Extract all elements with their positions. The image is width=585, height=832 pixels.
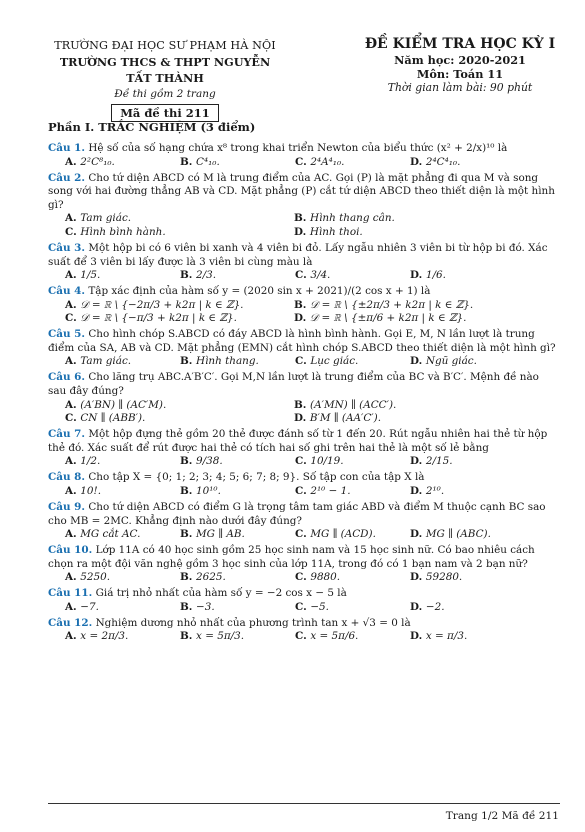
question-number: Câu 7.	[48, 428, 86, 441]
option-label: D.	[410, 630, 426, 643]
part-title: Phần I. TRẮC NGHIỆM (3 điểm)	[48, 120, 256, 134]
option-label: A.	[65, 398, 81, 411]
option-text: −3.	[196, 600, 215, 613]
option-text: MG ∥ (ACD).	[310, 528, 376, 541]
answer-option-d[interactable]	[393, 528, 508, 542]
answer-option-a[interactable]	[48, 355, 163, 369]
exam-info-header	[355, 36, 565, 95]
option-label: D.	[294, 412, 310, 425]
option-text: Hình thoi.	[309, 225, 363, 238]
option-label: C.	[295, 571, 311, 584]
exam-code-box: Mã đề thi 211	[111, 104, 219, 122]
answer-option-a[interactable]	[48, 269, 163, 283]
option-text: 10/19.	[310, 455, 344, 468]
answer-option-c[interactable]	[278, 601, 393, 615]
option-label: C.	[65, 412, 81, 425]
question-number: Câu 12.	[48, 616, 93, 629]
option-text: −2.	[425, 600, 445, 613]
option-text: MG cắt AC.	[80, 528, 141, 541]
option-label: B.	[180, 528, 197, 541]
option-label: A.	[65, 212, 81, 225]
question-number: Câu 3.	[48, 241, 86, 254]
option-text: (A′BN) ∥ (AC′M).	[80, 398, 167, 411]
question-text: Cho tập X = {0; 1; 2; 3; 4; 5; 6; 7; 8; 9}. Số tập con của tập X là	[85, 471, 425, 484]
question-12	[48, 617, 560, 644]
question-10	[48, 544, 560, 585]
answer-option-b[interactable]	[163, 269, 278, 283]
answer-option-c[interactable]	[278, 269, 393, 283]
answer-option-b[interactable]	[163, 485, 278, 499]
option-text: x = 5π/6.	[310, 630, 359, 643]
option-text: 10!.	[80, 484, 101, 497]
option-label: B.	[294, 298, 311, 311]
option-label: A.	[65, 630, 81, 643]
question-stem	[48, 617, 560, 631]
question-stem	[48, 371, 560, 398]
duration: Thời gian làm bài: 90 phút	[387, 81, 533, 94]
question-1	[48, 142, 560, 169]
option-text: 1/6.	[425, 269, 446, 282]
answer-option-c[interactable]	[48, 412, 277, 426]
answer-option-b[interactable]	[277, 299, 506, 313]
answer-option-d[interactable]	[393, 269, 508, 283]
option-text: 1/2.	[80, 455, 101, 468]
answer-option-d[interactable]	[393, 571, 508, 585]
answer-options	[48, 455, 560, 469]
question-4	[48, 285, 560, 326]
option-label: A.	[65, 600, 81, 613]
option-label: C.	[295, 600, 311, 613]
question-7	[48, 428, 560, 469]
university-name: TRƯỜNG ĐẠI HỌC SƯ PHẠM HÀ NỘI	[54, 39, 276, 52]
option-text: 2⁴C⁴₁₀.	[425, 155, 461, 168]
option-text: (A′MN) ∥ (ACC′).	[310, 398, 397, 411]
option-text: Tam giác.	[80, 355, 132, 368]
option-text: 𝒟 = ℝ \ {−2π/3 + k2π | k ∈ ℤ}.	[80, 298, 244, 311]
page-count-note: Đề thi gồm 2 trang	[114, 88, 216, 100]
option-label: C.	[295, 528, 311, 541]
option-label: A.	[65, 484, 81, 497]
question-text: Cho hình chóp S.ABCD có đáy ABCD là hình bình hành. Gọi E, M, N lần lượt là trung điểm của SA, AB và CD. Mặt phẳng (EMN) cắt hình chóp S.ABCD theo thiết diện là một hình gì?	[48, 328, 556, 354]
answer-option-d[interactable]	[393, 455, 508, 469]
question-list	[48, 142, 560, 646]
option-label: B.	[180, 600, 197, 613]
option-text: 2/3.	[196, 269, 217, 282]
answer-option-a[interactable]	[48, 485, 163, 499]
exam-title: ĐỀ KIỂM TRA HỌC KỲ I	[364, 36, 556, 52]
answer-option-a[interactable]	[48, 630, 163, 644]
answer-option-c[interactable]	[48, 226, 277, 240]
answer-option-a[interactable]	[48, 571, 163, 585]
option-label: A.	[65, 528, 81, 541]
question-stem	[48, 172, 560, 213]
option-label: A.	[65, 571, 81, 584]
question-5	[48, 328, 560, 369]
answer-option-b[interactable]	[277, 399, 506, 413]
option-text: 59280.	[425, 571, 463, 584]
answer-option-a[interactable]	[48, 399, 277, 413]
question-text: Giá trị nhỏ nhất của hàm số y = −2 cos x − 5 là	[92, 587, 347, 600]
subject: Môn: Toán 11	[416, 67, 504, 81]
option-text: 2625.	[196, 571, 226, 584]
option-label: D.	[410, 155, 426, 168]
answer-options	[48, 399, 560, 426]
question-stem	[48, 142, 560, 156]
option-text: Hình thang.	[196, 355, 259, 368]
option-label: B.	[294, 398, 311, 411]
school-year: Năm học: 2020-2021	[394, 53, 526, 67]
answer-option-b[interactable]	[163, 455, 278, 469]
option-text: Tam giác.	[80, 212, 132, 225]
option-text: C⁴₁₀.	[196, 155, 220, 168]
answer-options	[48, 156, 560, 170]
question-text: Nghiệm dương nhỏ nhất của phương trình tan x + √3 = 0 là	[92, 616, 411, 629]
answer-option-d[interactable]	[393, 485, 508, 499]
option-text: 2/15.	[425, 455, 453, 468]
answer-option-c[interactable]	[278, 528, 393, 542]
option-text: 1/5.	[80, 269, 101, 282]
option-label: D.	[410, 269, 426, 282]
question-stem	[48, 544, 560, 571]
option-text: MG ∥ (ABC).	[425, 528, 491, 541]
option-label: D.	[410, 571, 426, 584]
question-9	[48, 501, 560, 542]
answer-option-b[interactable]	[163, 528, 278, 542]
option-text: 9/38.	[196, 455, 223, 468]
option-label: A.	[65, 269, 81, 282]
option-text: CN ∥ (ABB′).	[80, 412, 146, 425]
answer-options	[48, 630, 560, 644]
option-text: Hình thang cân.	[310, 212, 395, 225]
question-number: Câu 8.	[48, 471, 86, 484]
option-label: D.	[410, 600, 426, 613]
question-number: Câu 9.	[48, 500, 86, 513]
page-footer: Trang 1/2 Mã đề 211	[445, 810, 559, 822]
question-stem	[48, 471, 560, 485]
question-number: Câu 5.	[48, 328, 86, 341]
school-name: TRƯỜNG THCS & THPT NGUYỄN TẤT THÀNH	[59, 55, 271, 85]
answer-option-c[interactable]	[278, 355, 393, 369]
option-text: 𝒟 = ℝ \ {±π/6 + k2π | k ∈ ℤ}.	[309, 312, 467, 325]
answer-option-d[interactable]	[277, 412, 506, 426]
answer-option-a[interactable]	[48, 212, 277, 226]
answer-option-b[interactable]	[163, 156, 278, 170]
answer-option-c[interactable]	[278, 156, 393, 170]
answer-options	[48, 601, 560, 615]
option-text: MG ∥ AB.	[196, 528, 245, 541]
answer-option-b[interactable]	[163, 601, 278, 615]
answer-option-d[interactable]	[393, 355, 508, 369]
option-label: B.	[180, 571, 197, 584]
answer-options	[48, 571, 560, 585]
option-label: B.	[180, 484, 197, 497]
answer-option-c[interactable]	[278, 485, 393, 499]
option-label: B.	[294, 212, 311, 225]
option-text: 9880.	[310, 571, 341, 584]
answer-option-a[interactable]	[48, 299, 277, 313]
footer-divider	[48, 803, 560, 804]
option-label: B.	[180, 269, 197, 282]
question-number: Câu 6.	[48, 371, 86, 384]
answer-option-b[interactable]	[163, 571, 278, 585]
question-number: Câu 10.	[48, 544, 93, 557]
option-label: C.	[295, 630, 311, 643]
option-text: 2¹⁰ − 1.	[310, 484, 351, 497]
option-label: D.	[410, 455, 426, 468]
question-text: Một hộp đựng thẻ gồm 20 thẻ được đánh số từ 1 đến 20. Rút ngẫu nhiên hai thẻ từ hộp thẻ đó. Xác suất để rút được hai thẻ có tích hai số ghi trên hai thẻ là một số lẻ bằng	[48, 428, 548, 454]
question-stem	[48, 285, 560, 299]
option-text: B′M ∥ (AA′C′).	[309, 412, 382, 425]
option-label: B.	[180, 630, 197, 643]
question-6	[48, 371, 560, 425]
question-stem	[48, 428, 560, 455]
question-text: Hệ số của số hạng chứa x⁸ trong khai triển Newton của biểu thức (x² + 2/x)¹⁰ là	[85, 142, 508, 154]
answer-option-b[interactable]	[277, 212, 506, 226]
option-label: C.	[65, 312, 81, 325]
option-text: 2⁴A⁴₁₀.	[310, 155, 345, 168]
option-label: A.	[65, 355, 81, 368]
option-label: C.	[65, 225, 81, 238]
option-label: D.	[410, 528, 426, 541]
option-text: Lục giác.	[310, 355, 359, 368]
option-text: −5.	[310, 600, 329, 613]
answer-option-c[interactable]	[48, 312, 277, 326]
option-label: A.	[65, 455, 81, 468]
option-text: 𝒟 = ℝ \ {−π/3 + k2π | k ∈ ℤ}.	[80, 312, 237, 325]
answer-option-a[interactable]	[48, 455, 163, 469]
option-text: Hình bình hành.	[80, 225, 166, 238]
question-stem	[48, 242, 560, 269]
option-text: 2²C⁸₁₀.	[80, 155, 115, 168]
answer-option-a[interactable]	[48, 528, 163, 542]
option-text: −7.	[80, 600, 99, 613]
answer-option-d[interactable]	[277, 226, 506, 240]
question-number: Câu 11.	[48, 587, 93, 600]
question-stem	[48, 501, 560, 528]
answer-option-d[interactable]	[393, 156, 508, 170]
question-8	[48, 471, 560, 498]
option-text: x = 2π/3.	[80, 630, 129, 643]
question-2	[48, 172, 560, 240]
answer-option-d[interactable]	[393, 601, 508, 615]
option-text: Ngũ giác.	[425, 355, 477, 368]
answer-option-d[interactable]	[277, 312, 506, 326]
question-text: Một hộp bi có 6 viên bi xanh và 4 viên bi đỏ. Lấy ngẫu nhiên 3 viên bi từ hộp bi đó. Xác suất để 3 viên bi lấy được là 3 viên bi cùng màu là	[48, 241, 548, 268]
option-label: B.	[180, 455, 197, 468]
question-number: Câu 2.	[48, 171, 86, 184]
option-label: C.	[295, 455, 311, 468]
question-text: Cho lăng trụ ABC.A′B′C′. Gọi M,N lần lượt là trung điểm của BC và B′C′. Mệnh đề nào sau đây đúng?	[48, 371, 539, 398]
question-3	[48, 242, 560, 283]
option-label: D.	[294, 312, 310, 325]
answer-option-b[interactable]	[163, 355, 278, 369]
option-label: A.	[65, 298, 81, 311]
option-label: C.	[295, 355, 311, 368]
option-text: 3/4.	[310, 269, 331, 282]
question-text: Lớp 11A có 40 học sinh gồm 25 học sinh nam và 15 học sinh nữ. Có bao nhiêu cách chọn ra một đội văn nghệ gồm 3 học sinh của lớp 11A, trong đó có 1 bạn nam và 2 bạn nữ?	[48, 544, 535, 570]
option-label: D.	[294, 225, 310, 238]
question-text: Cho tứ diện ABCD có M là trung điểm của AC. Gọi (P) là mặt phẳng đi qua M và song song với hai đường thẳng AB và CD. Mặt phẳng (P) cắt tứ diện ABCD theo thiết diện là một hình gì?	[48, 171, 555, 211]
question-stem	[48, 328, 560, 355]
answer-option-a[interactable]	[48, 601, 163, 615]
answer-options	[48, 299, 560, 326]
option-label: A.	[65, 155, 81, 168]
option-label: D.	[410, 355, 426, 368]
option-text: x = 5π/3.	[196, 630, 245, 643]
option-text: x = π/3.	[425, 630, 468, 643]
answer-option-b[interactable]	[163, 630, 278, 644]
question-11	[48, 587, 560, 614]
answer-options	[48, 212, 560, 239]
answer-options	[48, 355, 560, 369]
option-label: C.	[295, 484, 311, 497]
option-text: 5250.	[80, 571, 111, 584]
option-label: B.	[180, 355, 197, 368]
option-text: 2¹⁰.	[425, 484, 445, 497]
question-number: Câu 4.	[48, 285, 86, 298]
option-label: C.	[295, 155, 311, 168]
option-text: 𝒟 = ℝ \ {±2π/3 + k2π | k ∈ ℤ}.	[310, 298, 474, 311]
answer-option-c[interactable]	[278, 571, 393, 585]
answer-option-c[interactable]	[278, 630, 393, 644]
answer-options	[48, 528, 560, 542]
question-stem	[48, 587, 560, 601]
school-header	[48, 38, 282, 122]
question-text: Cho tứ diện ABCD có điểm G là trọng tâm tam giác ABD và điểm M thuộc cạnh BC sao cho MB = 2MC. Khẳng định nào dưới đây đúng?	[48, 500, 546, 527]
answer-option-c[interactable]	[278, 455, 393, 469]
question-number: Câu 1.	[48, 142, 86, 154]
option-label: C.	[295, 269, 311, 282]
option-label: D.	[410, 484, 426, 497]
option-label: B.	[180, 155, 197, 168]
option-text: 10¹⁰.	[196, 484, 221, 497]
question-text: Tập xác định của hàm số y = (2020 sin x + 2021)/(2 cos x + 1) là	[85, 285, 431, 298]
answer-options	[48, 269, 560, 283]
answer-options	[48, 485, 560, 499]
answer-option-a[interactable]	[48, 156, 163, 170]
answer-option-d[interactable]	[393, 630, 508, 644]
